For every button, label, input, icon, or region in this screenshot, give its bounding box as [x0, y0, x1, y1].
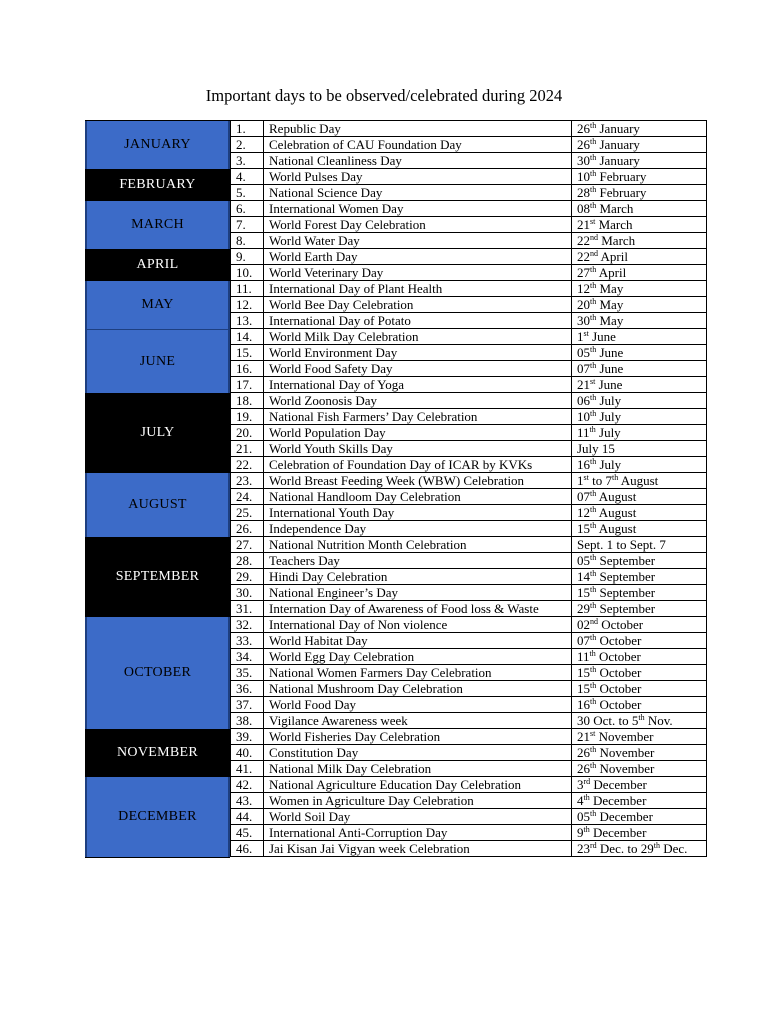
row-number: 31.	[231, 601, 264, 617]
table-row	[231, 617, 707, 633]
event-name: World Pulses Day	[264, 169, 572, 185]
event-date: 11th July	[572, 425, 707, 441]
event-date: 05th September	[572, 553, 707, 569]
event-date: 29th September	[572, 601, 707, 617]
row-number: 7.	[231, 217, 264, 233]
row-number: 10.	[231, 265, 264, 281]
event-name: Constitution Day	[264, 745, 572, 761]
table-row	[231, 441, 707, 457]
table-row	[231, 393, 707, 409]
row-number: 38.	[231, 713, 264, 729]
table-row	[231, 793, 707, 809]
event-date: 21st March	[572, 217, 707, 233]
event-name: World Food Safety Day	[264, 361, 572, 377]
row-number: 21.	[231, 441, 264, 457]
event-date: July 15	[572, 441, 707, 457]
event-date: 12th May	[572, 281, 707, 297]
table-row	[231, 489, 707, 505]
row-number: 18.	[231, 393, 264, 409]
row-number: 46.	[231, 841, 264, 857]
month-label-august: AUGUST	[85, 473, 230, 537]
month-label-april: APRIL	[85, 249, 230, 281]
event-name: National Mushroom Day Celebration	[264, 681, 572, 697]
row-number: 3.	[231, 153, 264, 169]
event-date: 07th June	[572, 361, 707, 377]
month-label-november: NOVEMBER	[85, 729, 230, 777]
event-date: 10th February	[572, 169, 707, 185]
event-name: Women in Agriculture Day Celebration	[264, 793, 572, 809]
row-number: 43.	[231, 793, 264, 809]
event-name: Hindi Day Celebration	[264, 569, 572, 585]
table-row	[231, 553, 707, 569]
month-label-october: OCTOBER	[85, 617, 230, 729]
table-row	[231, 425, 707, 441]
event-name: National Cleanliness Day	[264, 153, 572, 169]
table-row	[231, 153, 707, 169]
event-date: 27th April	[572, 265, 707, 281]
event-name: World Bee Day Celebration	[264, 297, 572, 313]
row-number: 42.	[231, 777, 264, 793]
event-date: 26th January	[572, 121, 707, 137]
row-number: 24.	[231, 489, 264, 505]
row-number: 9.	[231, 249, 264, 265]
table-row	[231, 457, 707, 473]
event-date: 10th July	[572, 409, 707, 425]
table-row	[231, 473, 707, 489]
event-name: National Engineer’s Day	[264, 585, 572, 601]
event-date: 30th January	[572, 153, 707, 169]
event-name: Independence Day	[264, 521, 572, 537]
row-number: 37.	[231, 697, 264, 713]
row-number: 16.	[231, 361, 264, 377]
table-row	[231, 345, 707, 361]
event-date: 02nd October	[572, 617, 707, 633]
table-row	[231, 665, 707, 681]
table-row	[231, 777, 707, 793]
row-number: 12.	[231, 297, 264, 313]
event-name: World Milk Day Celebration	[264, 329, 572, 345]
days-table	[230, 120, 707, 857]
month-label-february: FEBRUARY	[85, 169, 230, 201]
table-row	[231, 745, 707, 761]
event-date: 11th October	[572, 649, 707, 665]
event-name: International Women Day	[264, 201, 572, 217]
event-name: Celebration of Foundation Day of ICAR by KVKs	[264, 457, 572, 473]
table-row	[231, 249, 707, 265]
row-number: 17.	[231, 377, 264, 393]
table-row	[231, 233, 707, 249]
table-row	[231, 297, 707, 313]
event-name: International Anti-Corruption Day	[264, 825, 572, 841]
event-name: World Environment Day	[264, 345, 572, 361]
event-date: 12th August	[572, 505, 707, 521]
event-name: World Soil Day	[264, 809, 572, 825]
table-row	[231, 761, 707, 777]
event-name: International Youth Day	[264, 505, 572, 521]
table-row	[231, 505, 707, 521]
event-name: World Food Day	[264, 697, 572, 713]
event-name: World Breast Feeding Week (WBW) Celebration	[264, 473, 572, 489]
table-row	[231, 649, 707, 665]
event-date: 26th November	[572, 761, 707, 777]
event-name: National Agriculture Education Day Celebration	[264, 777, 572, 793]
event-date: 1st to 7th August	[572, 473, 707, 489]
table-row	[231, 121, 707, 137]
table-row	[231, 217, 707, 233]
event-name: World Fisheries Day Celebration	[264, 729, 572, 745]
event-date: 07th October	[572, 633, 707, 649]
event-date: 22nd March	[572, 233, 707, 249]
event-name: National Nutrition Month Celebration	[264, 537, 572, 553]
table-row	[231, 809, 707, 825]
event-date: 07th August	[572, 489, 707, 505]
table-row	[231, 265, 707, 281]
row-number: 40.	[231, 745, 264, 761]
event-date: 15th August	[572, 521, 707, 537]
event-name: International Day of Yoga	[264, 377, 572, 393]
row-number: 28.	[231, 553, 264, 569]
table-row	[231, 825, 707, 841]
event-date: 05th June	[572, 345, 707, 361]
event-date: 15th September	[572, 585, 707, 601]
table-row	[231, 729, 707, 745]
event-name: World Forest Day Celebration	[264, 217, 572, 233]
table-row	[231, 201, 707, 217]
row-number: 19.	[231, 409, 264, 425]
row-number: 1.	[231, 121, 264, 137]
event-date: 16th October	[572, 697, 707, 713]
month-label-march: MARCH	[85, 201, 230, 249]
table-row	[231, 841, 707, 857]
month-label-december: DECEMBER	[85, 777, 230, 857]
row-number: 23.	[231, 473, 264, 489]
table-row	[231, 601, 707, 617]
event-date: 15th October	[572, 665, 707, 681]
event-date: 26th January	[572, 137, 707, 153]
event-name: International Day of Non violence	[264, 617, 572, 633]
table-row	[231, 633, 707, 649]
row-number: 44.	[231, 809, 264, 825]
row-number: 36.	[231, 681, 264, 697]
event-date: 14th September	[572, 569, 707, 585]
row-number: 6.	[231, 201, 264, 217]
table-row	[231, 713, 707, 729]
event-name: National Fish Farmers’ Day Celebration	[264, 409, 572, 425]
event-date: 9th December	[572, 825, 707, 841]
table-row	[231, 681, 707, 697]
month-label-july: JULY	[85, 393, 230, 473]
event-name: International Day of Plant Health	[264, 281, 572, 297]
table-row	[231, 409, 707, 425]
event-date: 21st June	[572, 377, 707, 393]
event-date: 16th July	[572, 457, 707, 473]
event-date: 20th May	[572, 297, 707, 313]
event-date: 21st November	[572, 729, 707, 745]
event-date: 28th February	[572, 185, 707, 201]
event-name: Vigilance Awareness week	[264, 713, 572, 729]
event-name: International Day of Potato	[264, 313, 572, 329]
event-date: 05th December	[572, 809, 707, 825]
row-number: 14.	[231, 329, 264, 345]
row-number: 4.	[231, 169, 264, 185]
row-number: 27.	[231, 537, 264, 553]
row-number: 11.	[231, 281, 264, 297]
row-number: 41.	[231, 761, 264, 777]
table-row	[231, 377, 707, 393]
event-date: 3rd December	[572, 777, 707, 793]
table-row	[231, 537, 707, 553]
event-name: Celebration of CAU Foundation Day	[264, 137, 572, 153]
table-row	[231, 313, 707, 329]
month-label-january: JANUARY	[85, 121, 230, 169]
row-number: 2.	[231, 137, 264, 153]
table-row	[231, 281, 707, 297]
page-title: Important days to be observed/celebrated during 2024	[205, 86, 563, 105]
event-date: 30 Oct. to 5th Nov.	[572, 713, 707, 729]
table-row	[231, 185, 707, 201]
row-number: 33.	[231, 633, 264, 649]
table-row	[231, 521, 707, 537]
row-number: 39.	[231, 729, 264, 745]
event-name: Republic Day	[264, 121, 572, 137]
row-number: 45.	[231, 825, 264, 841]
table-row	[231, 585, 707, 601]
row-number: 5.	[231, 185, 264, 201]
event-name: National Milk Day Celebration	[264, 761, 572, 777]
table-row	[231, 137, 707, 153]
row-number: 29.	[231, 569, 264, 585]
event-name: Jai Kisan Jai Vigyan week Celebration	[264, 841, 572, 857]
event-name: National Handloom Day Celebration	[264, 489, 572, 505]
row-number: 30.	[231, 585, 264, 601]
event-date: 22nd April	[572, 249, 707, 265]
row-number: 26.	[231, 521, 264, 537]
event-name: World Habitat Day	[264, 633, 572, 649]
row-number: 20.	[231, 425, 264, 441]
row-number: 15.	[231, 345, 264, 361]
month-label-september: SEPTEMBER	[85, 537, 230, 617]
table-row	[231, 569, 707, 585]
event-name: World Youth Skills Day	[264, 441, 572, 457]
event-name: National Women Farmers Day Celebration	[264, 665, 572, 681]
event-name: World Water Day	[264, 233, 572, 249]
row-number: 32.	[231, 617, 264, 633]
event-date: 23rd Dec. to 29th Dec.	[572, 841, 707, 857]
row-number: 8.	[231, 233, 264, 249]
event-date: 30th May	[572, 313, 707, 329]
event-name: World Veterinary Day	[264, 265, 572, 281]
month-label-may: MAY	[85, 281, 230, 329]
table-row	[231, 697, 707, 713]
event-name: World Egg Day Celebration	[264, 649, 572, 665]
row-number: 25.	[231, 505, 264, 521]
event-date: 4th December	[572, 793, 707, 809]
event-name: World Population Day	[264, 425, 572, 441]
event-date: 15th October	[572, 681, 707, 697]
event-name: Teachers Day	[264, 553, 572, 569]
event-date: 1st June	[572, 329, 707, 345]
event-date: Sept. 1 to Sept. 7	[572, 537, 707, 553]
table-row	[231, 361, 707, 377]
event-name: Internation Day of Awareness of Food loss & Waste	[264, 601, 572, 617]
event-date: 06th July	[572, 393, 707, 409]
month-column	[85, 120, 230, 858]
event-date: 26th November	[572, 745, 707, 761]
row-number: 13.	[231, 313, 264, 329]
table-row	[231, 169, 707, 185]
row-number: 35.	[231, 665, 264, 681]
table-row	[231, 329, 707, 345]
event-date: 08th March	[572, 201, 707, 217]
month-label-june: JUNE	[85, 329, 230, 393]
row-number: 34.	[231, 649, 264, 665]
event-name: World Earth Day	[264, 249, 572, 265]
row-number: 22.	[231, 457, 264, 473]
event-name: World Zoonosis Day	[264, 393, 572, 409]
event-name: National Science Day	[264, 185, 572, 201]
